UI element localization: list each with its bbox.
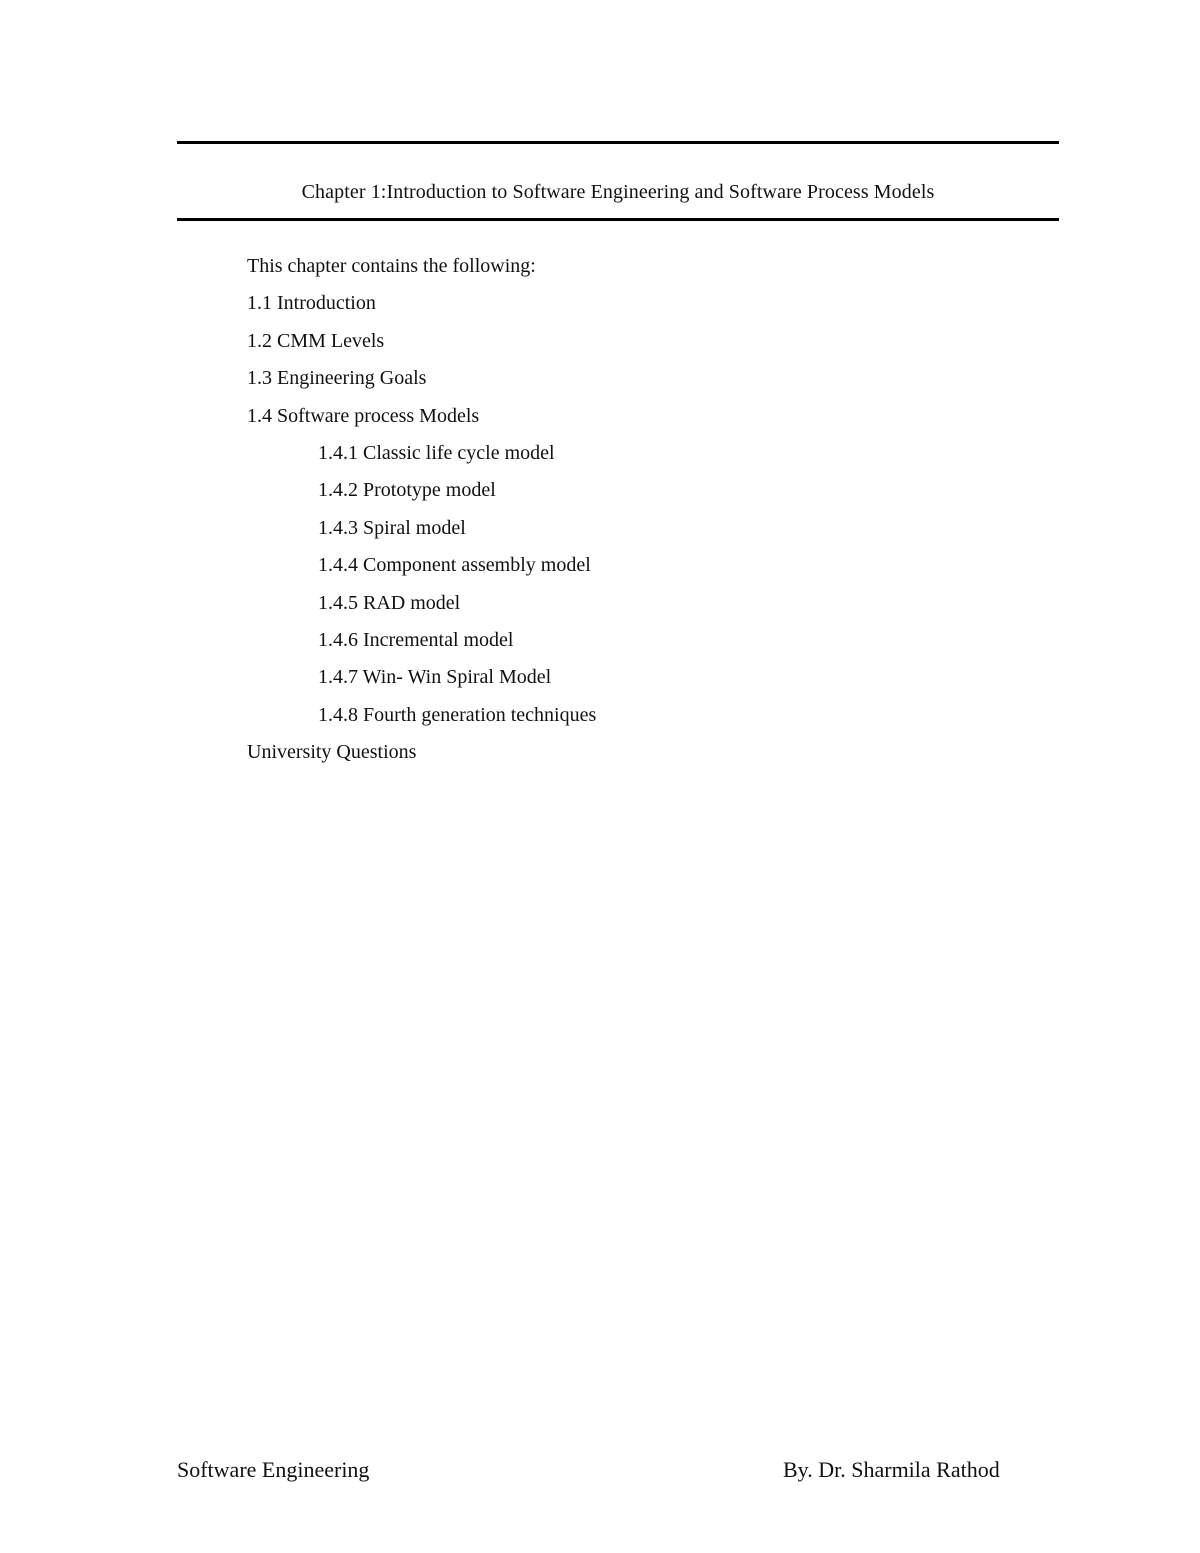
footer-author: By. Dr. Sharmila Rathod xyxy=(783,1457,1000,1482)
toc-item-1-4-1: 1.4.1 Classic life cycle model xyxy=(318,441,555,464)
table-of-contents xyxy=(247,252,596,775)
toc-item-1-4: 1.4 Software process Models xyxy=(247,404,480,427)
toc-item-1-4-7: 1.4.7 Win- Win Spiral Model xyxy=(318,666,552,689)
chapter-title: Chapter 1:Introduction to Software Engineering and Software Process Models xyxy=(301,181,935,203)
toc-item-1-4-2: 1.4.2 Prototype model xyxy=(318,479,496,502)
toc-item-1-4-8: 1.4.8 Fourth generation techniques xyxy=(318,703,597,726)
toc-item-university-questions: University Questions xyxy=(247,741,417,764)
toc-item-1-1: 1.1 Introduction xyxy=(247,292,376,315)
toc-item-1-2: 1.2 CMM Levels xyxy=(247,329,385,352)
toc-item-1-3: 1.3 Engineering Goals xyxy=(247,367,427,390)
toc-item-1-4-5: 1.4.5 RAD model xyxy=(318,591,461,614)
header-top-rule xyxy=(177,141,1059,144)
toc-item-1-4-3: 1.4.3 Spiral model xyxy=(318,516,466,539)
toc-item-1-4-4: 1.4.4 Component assembly model xyxy=(318,554,591,577)
footer-course-name: Software Engineering xyxy=(177,1457,370,1482)
toc-item-1-4-6: 1.4.6 Incremental model xyxy=(318,628,514,651)
header-bottom-rule xyxy=(177,218,1059,221)
toc-intro-line: This chapter contains the following: xyxy=(247,255,536,277)
